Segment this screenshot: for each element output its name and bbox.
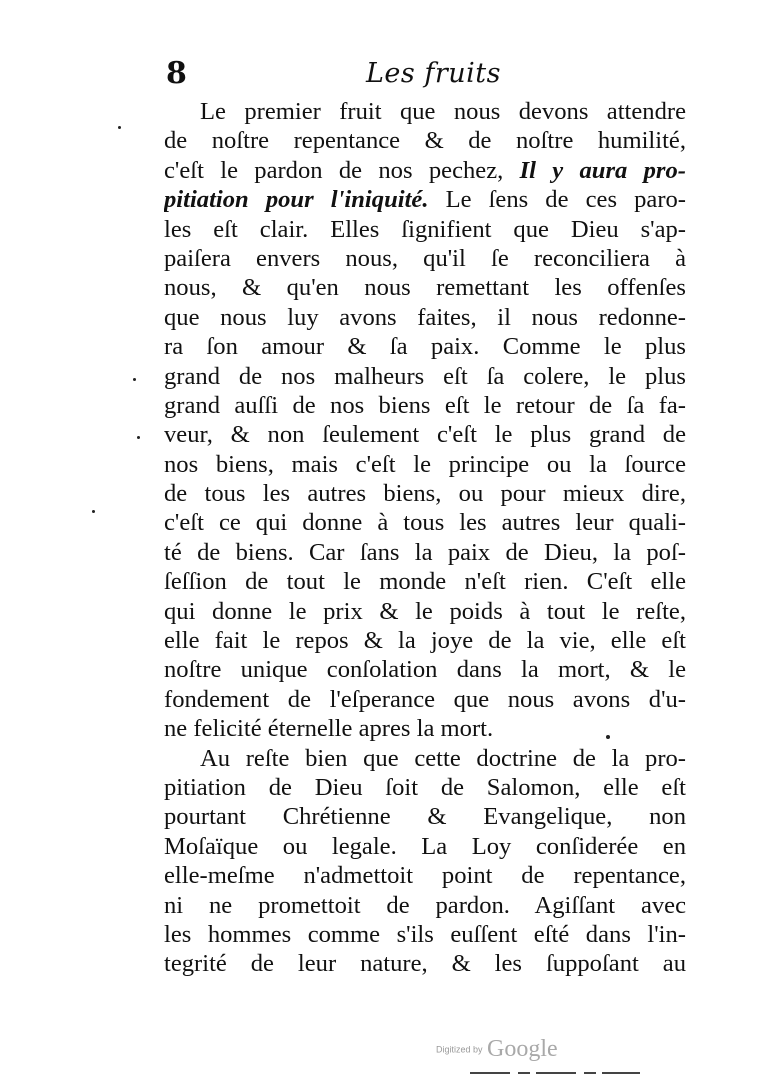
page-header <box>166 56 686 96</box>
text-line: elle-meſme n'admettoit point de repentance, <box>164 862 686 890</box>
text-line: noſtre unique conſolation dans la mort, & le <box>164 656 686 684</box>
text-line: qui donne le prix & le poids à tout le reſte, <box>164 597 686 625</box>
text-line: ſeſſion de tout le monde n'eſt rien. C'eſt elle <box>164 568 686 596</box>
italic-quote: Il y aura pro- <box>519 156 686 184</box>
text-line: té de biens. Car ſans la paix de Dieu, la poſ- <box>164 538 686 566</box>
print-speck <box>137 436 140 439</box>
text-line: ni ne promettoit de pardon. Agiſſant avec <box>164 891 686 919</box>
text-line: ra ſon amour & ſa paix. Comme le plus <box>164 333 686 361</box>
google-logo: Google <box>486 1036 558 1062</box>
text-line: pitiation de Dieu ſoit de Salomon, elle eſt <box>164 773 686 801</box>
text-line: veur, & non ſeulement c'eſt le plus grand de <box>164 421 686 449</box>
body-text <box>164 97 686 979</box>
text-line: elle fait le repos & la joye de la vie, elle eſt <box>164 627 686 655</box>
text-line: Au reſte bien que cette doctrine de la pro- <box>200 744 686 772</box>
text-line: tegrité de leur nature, & les ſuppoſant au <box>164 950 686 978</box>
print-speck <box>92 510 95 513</box>
text-line: pourtant Chrétienne & Evangelique, non <box>164 803 686 831</box>
text-line-with-italic <box>164 185 686 214</box>
text-line: Le premier fruit que nous devons attendre <box>200 98 686 125</box>
text-line: Moſaïque ou legale. La Loy conſiderée en <box>164 832 686 860</box>
text-line: les hommes comme s'ils euſſent eſté dans l'in- <box>164 920 686 948</box>
text-line: grand de nos malheurs eſt ſa colere, le plus <box>164 362 686 390</box>
print-speck <box>133 378 136 381</box>
text-line: fondement de l'eſperance que nous avons d'u- <box>164 685 686 713</box>
print-speck <box>606 735 610 739</box>
digitized-by-google-watermark <box>436 1036 558 1063</box>
scan-edge-rule <box>470 1072 640 1074</box>
italic-quote: pitiation pour l'iniquité. <box>164 186 429 214</box>
text-line-with-italic <box>164 156 686 185</box>
text-line: de noſtre repentance & de noſtre humilité, <box>164 127 686 155</box>
text-line: paiſera envers nous, qu'il ſe reconciliera à <box>164 244 686 272</box>
text-line: nos biens, mais c'eſt le principe ou la ſource <box>164 450 686 478</box>
print-speck <box>118 126 121 129</box>
text-line: c'eſt ce qui donne à tous les autres leur quali- <box>164 509 686 537</box>
page-number: 8 <box>166 56 187 91</box>
text-line: que nous luy avons faites, il nous redonne- <box>164 303 686 331</box>
text-fragment: Le ſens de ces paro- <box>428 186 686 214</box>
text-line: ne felicité éternelle apres la mort. <box>164 715 494 743</box>
text-line: de tous les autres biens, ou pour mieux dire, <box>164 480 686 508</box>
text-line: nous, & qu'en nous remettant les offenſes <box>164 274 686 302</box>
running-title: Les fruits <box>366 58 501 89</box>
digitized-by-label: Digitized by <box>436 1044 483 1055</box>
text-line: grand auſſi de nos biens eſt le retour de ſa fa- <box>164 391 686 419</box>
text-fragment: c'eſt le pardon de nos pechez, <box>164 156 520 184</box>
text-line: les eſt clair. Elles ſignifient que Dieu s'ap- <box>164 215 686 243</box>
